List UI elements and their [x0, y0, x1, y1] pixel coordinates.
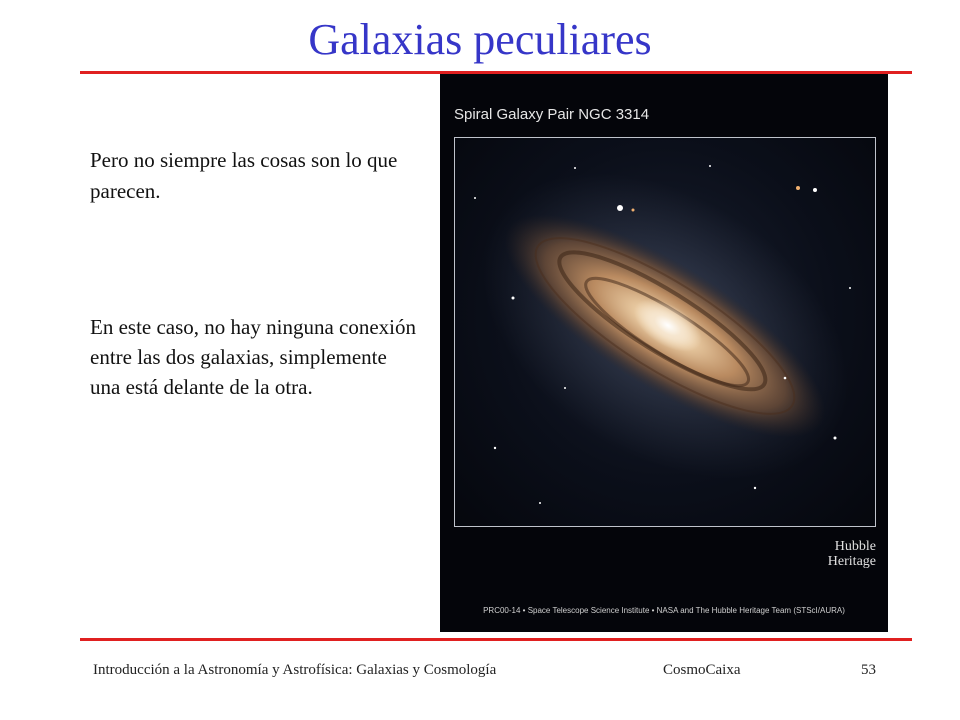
logo-line-heritage: Heritage — [827, 553, 876, 569]
bottom-divider — [80, 638, 912, 641]
galaxy-illustration — [455, 138, 875, 526]
hubble-heritage-logo — [440, 540, 876, 569]
photo-caption-title: Spiral Galaxy Pair NGC 3314 — [454, 106, 650, 123]
footer-course-title: Introducción a la Astronomía y Astrofísica: Galaxias y Cosmología — [93, 662, 497, 678]
footer-page-number: 53 — [861, 662, 876, 678]
photo-credit: PRC00-14 • Space Telescope Science Institute • NASA and The Hubble Heritage Team (STScI/AURA) — [483, 606, 845, 615]
paragraph-intro: Pero no siempre las cosas son lo que parecen. — [90, 148, 398, 203]
galaxy-photo — [440, 74, 888, 632]
paragraph-explanation: En este caso, no hay ninguna conexión entre las dos galaxias, simplemente una está delante de la otra. — [90, 315, 416, 400]
logo-line-hubble: Hubble — [834, 539, 876, 554]
galaxy-image-frame — [454, 137, 876, 527]
slide-title: Galaxias peculiares — [308, 15, 652, 64]
footer-venue: CosmoCaixa — [663, 662, 741, 678]
